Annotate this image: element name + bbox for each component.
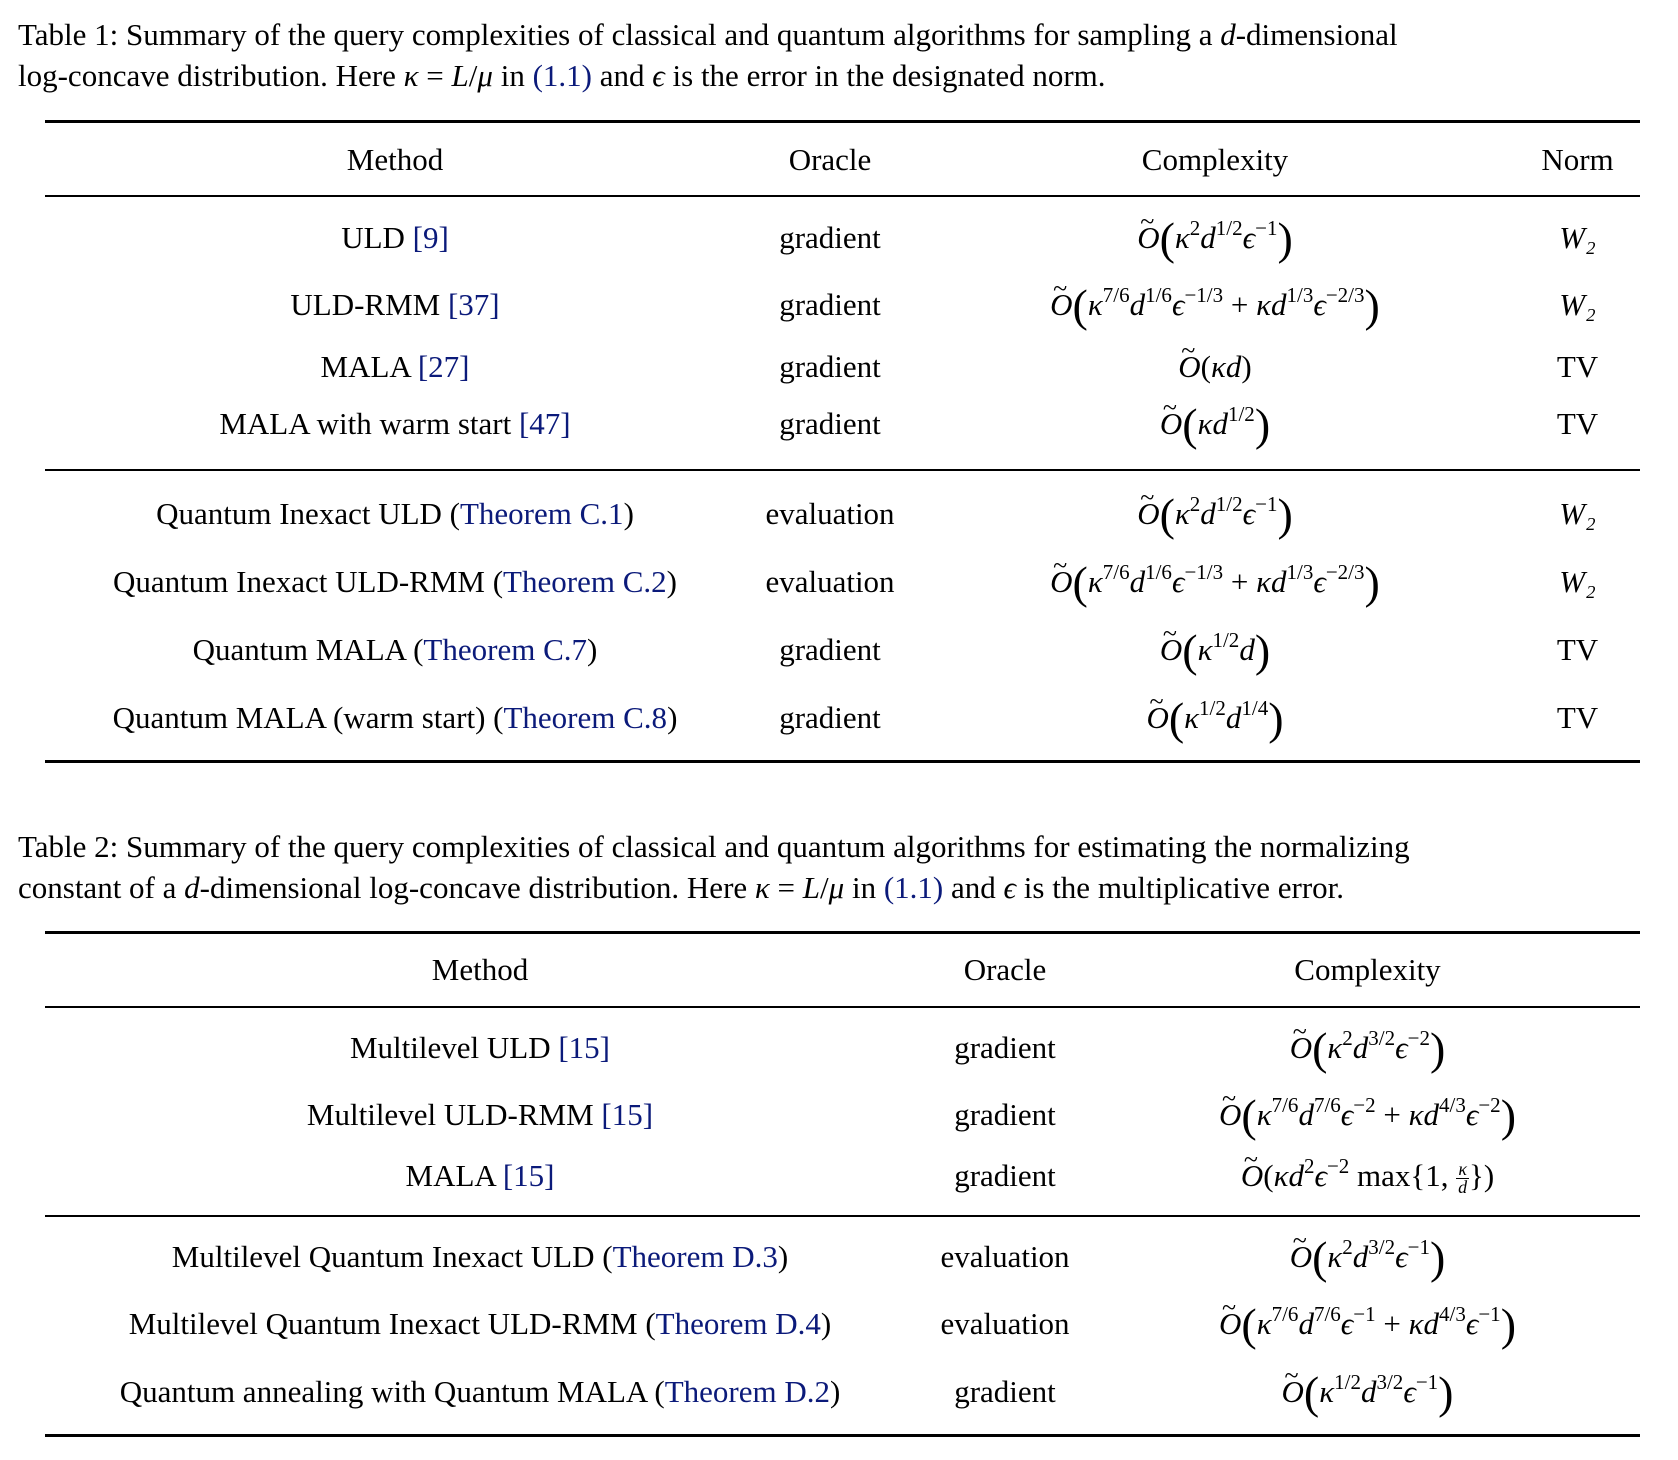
table1-caption: Table 1: Summary of the query complexities of classical and quantum algorithms for sampling a d-dimensional log-concave distribution. Here κ = L/μ in (1.1) and ϵ is the error in the designated norm. <box>18 17 1398 93</box>
header-complexity: Complexity <box>1141 142 1289 177</box>
complexity-formula: ~ $O(\kappa^{1/2}d)$ <box>915 626 1515 674</box>
citation-link[interactable]: [15] <box>601 1097 654 1132</box>
table-row: Quantum annealing with Quantum MALA (Theorem D.2) gradient ~ $O(\kappa^{1/2}d^{3/2}\epsilon^{-1})$ <box>45 1368 1640 1416</box>
theorem-link[interactable]: Theorem D.4 <box>655 1306 821 1341</box>
eq-ref-link[interactable]: (1.1) <box>532 58 592 93</box>
header-method: Method <box>431 952 529 987</box>
complexity-formula: ~ $O(\kappa^2d^{1/2}\epsilon^{-1})$ <box>915 490 1515 538</box>
theorem-link[interactable]: Theorem C.2 <box>503 564 667 599</box>
citation-link[interactable]: [27] <box>417 349 470 384</box>
complexity-formula: ~ O(κd) <box>915 343 1515 391</box>
theorem-link[interactable]: Theorem D.3 <box>612 1239 778 1274</box>
header-norm: Norm <box>1541 142 1614 177</box>
table-row: Multilevel ULD [15] gradient ~ $O(\kappa^2d^{3/2}\epsilon^{-2})$ <box>45 1024 1640 1072</box>
complexity-formula: ~ $O(\kappa d^{1/2})$ <box>915 400 1515 448</box>
complexity-formula: ~ $O(\kappa^{7/6}d^{1/6}\epsilon^{-1/3} + \kappa d^{1/3}\epsilon^{-2/3})$ <box>915 281 1515 329</box>
citation-link[interactable]: [15] <box>502 1158 555 1193</box>
header-oracle: Oracle <box>963 952 1047 987</box>
table-row: Quantum Inexact ULD-RMM (Theorem C.2) evaluation ~ $O(\kappa^{7/6}d^{1/6}\epsilon^{-1/3} + \kappa d^{1/3}\epsilon^{-2/3})$ W₂ <box>45 558 1640 606</box>
table1-header-row <box>45 136 1640 184</box>
table-row: ULD-RMM [37] gradient ~ $O(\kappa^{7/6}d^{1/6}\epsilon^{-1/3} + \kappa d^{1/3}\epsilon^{-2/3})$ W₂ <box>45 281 1640 329</box>
complexity-formula: ~ $O(\kappa^2d^{1/2}\epsilon^{-1})$ <box>915 214 1515 262</box>
table-row: MALA [15] gradient ~ $O(\kappa d^2\epsilon^{-2}$ max{1, $\frac{\kappa}{d}$ }) <box>45 1152 1640 1200</box>
table-row: ULD [9] gradient ~ $O(\kappa^2d^{1/2}\epsilon^{-1})$ W₂ <box>45 214 1640 262</box>
table-row: MALA [27] gradient ~ O(κd) TV <box>45 343 1640 391</box>
eq-ref-link[interactable]: (1.1) <box>883 870 944 905</box>
header-oracle: Oracle <box>788 142 872 177</box>
complexity-formula: ~ $O(\kappa^{7/6}d^{7/6}\epsilon^{-2} + \kappa d^{4/3}\epsilon^{-2})$ <box>1095 1091 1640 1139</box>
complexity-formula: ~ $O(\kappa d^2\epsilon^{-2}$ max{1, $\frac{\kappa}{d}$ }) <box>1095 1152 1640 1200</box>
theorem-link[interactable]: Theorem C.1 <box>459 496 624 531</box>
citation-link[interactable]: [15] <box>558 1030 610 1065</box>
table-row: Multilevel Quantum Inexact ULD-RMM (Theorem D.4) evaluation ~ $O(\kappa^{7/6}d^{7/6}\epsilon^{-1} + \kappa d^{4/3}\epsilon^{-1})$ <box>45 1300 1640 1348</box>
complexity-formula: ~ $O(\kappa^{1/2}d^{1/4})$ <box>915 694 1515 742</box>
theorem-link[interactable]: Theorem C.7 <box>423 632 587 667</box>
header-method: Method <box>346 142 444 177</box>
table-row: Quantum MALA (Theorem C.7) gradient ~ $O(\kappa^{1/2}d)$ TV <box>45 626 1640 674</box>
table-row: Multilevel ULD-RMM [15] gradient ~ $O(\kappa^{7/6}d^{7/6}\epsilon^{-2} + \kappa d^{4/3}\epsilon^{-2})$ <box>45 1091 1640 1139</box>
table-row: Quantum Inexact ULD (Theorem C.1) evaluation ~ $O(\kappa^2d^{1/2}\epsilon^{-1})$ W₂ <box>45 490 1640 538</box>
citation-link[interactable]: [37] <box>447 287 500 322</box>
theorem-link[interactable]: Theorem C.8 <box>503 700 668 735</box>
complexity-formula: ~ $O(\kappa^2d^{3/2}\epsilon^{-1})$ <box>1095 1233 1640 1281</box>
table2-caption: Table 2: Summary of the query complexities of classical and quantum algorithms for estimating the normalizing constant of a d-dimensional log-concave distribution. Here κ = L/μ in (1.1) and ϵ is the multiplicative error. <box>18 829 1410 905</box>
table-row: Quantum MALA (warm start) (Theorem C.8) gradient ~ $O(\kappa^{1/2}d^{1/4})$ TV <box>45 694 1640 742</box>
table-row: Multilevel Quantum Inexact ULD (Theorem D.3) evaluation ~ $O(\kappa^2d^{3/2}\epsilon^{-1})$ <box>45 1233 1640 1281</box>
header-complexity: Complexity <box>1294 952 1441 987</box>
complexity-formula: ~ $O(\kappa^2d^{3/2}\epsilon^{-2})$ <box>1095 1024 1640 1072</box>
citation-link[interactable]: [47] <box>518 406 571 441</box>
complexity-formula: ~ $O(\kappa^{7/6}d^{7/6}\epsilon^{-1} + \kappa d^{4/3}\epsilon^{-1})$ <box>1095 1300 1640 1348</box>
complexity-formula: ~ $O(\kappa^{7/6}d^{1/6}\epsilon^{-1/3} + \kappa d^{1/3}\epsilon^{-2/3})$ <box>915 558 1515 606</box>
table-row: MALA with warm start [47] gradient ~ $O(\kappa d^{1/2})$ TV <box>45 400 1640 448</box>
theorem-link[interactable]: Theorem D.2 <box>664 1374 830 1409</box>
complexity-formula: ~ $O(\kappa^{1/2}d^{3/2}\epsilon^{-1})$ <box>1095 1368 1640 1416</box>
citation-link[interactable]: [9] <box>412 220 449 255</box>
table2-header-row <box>45 946 1640 994</box>
